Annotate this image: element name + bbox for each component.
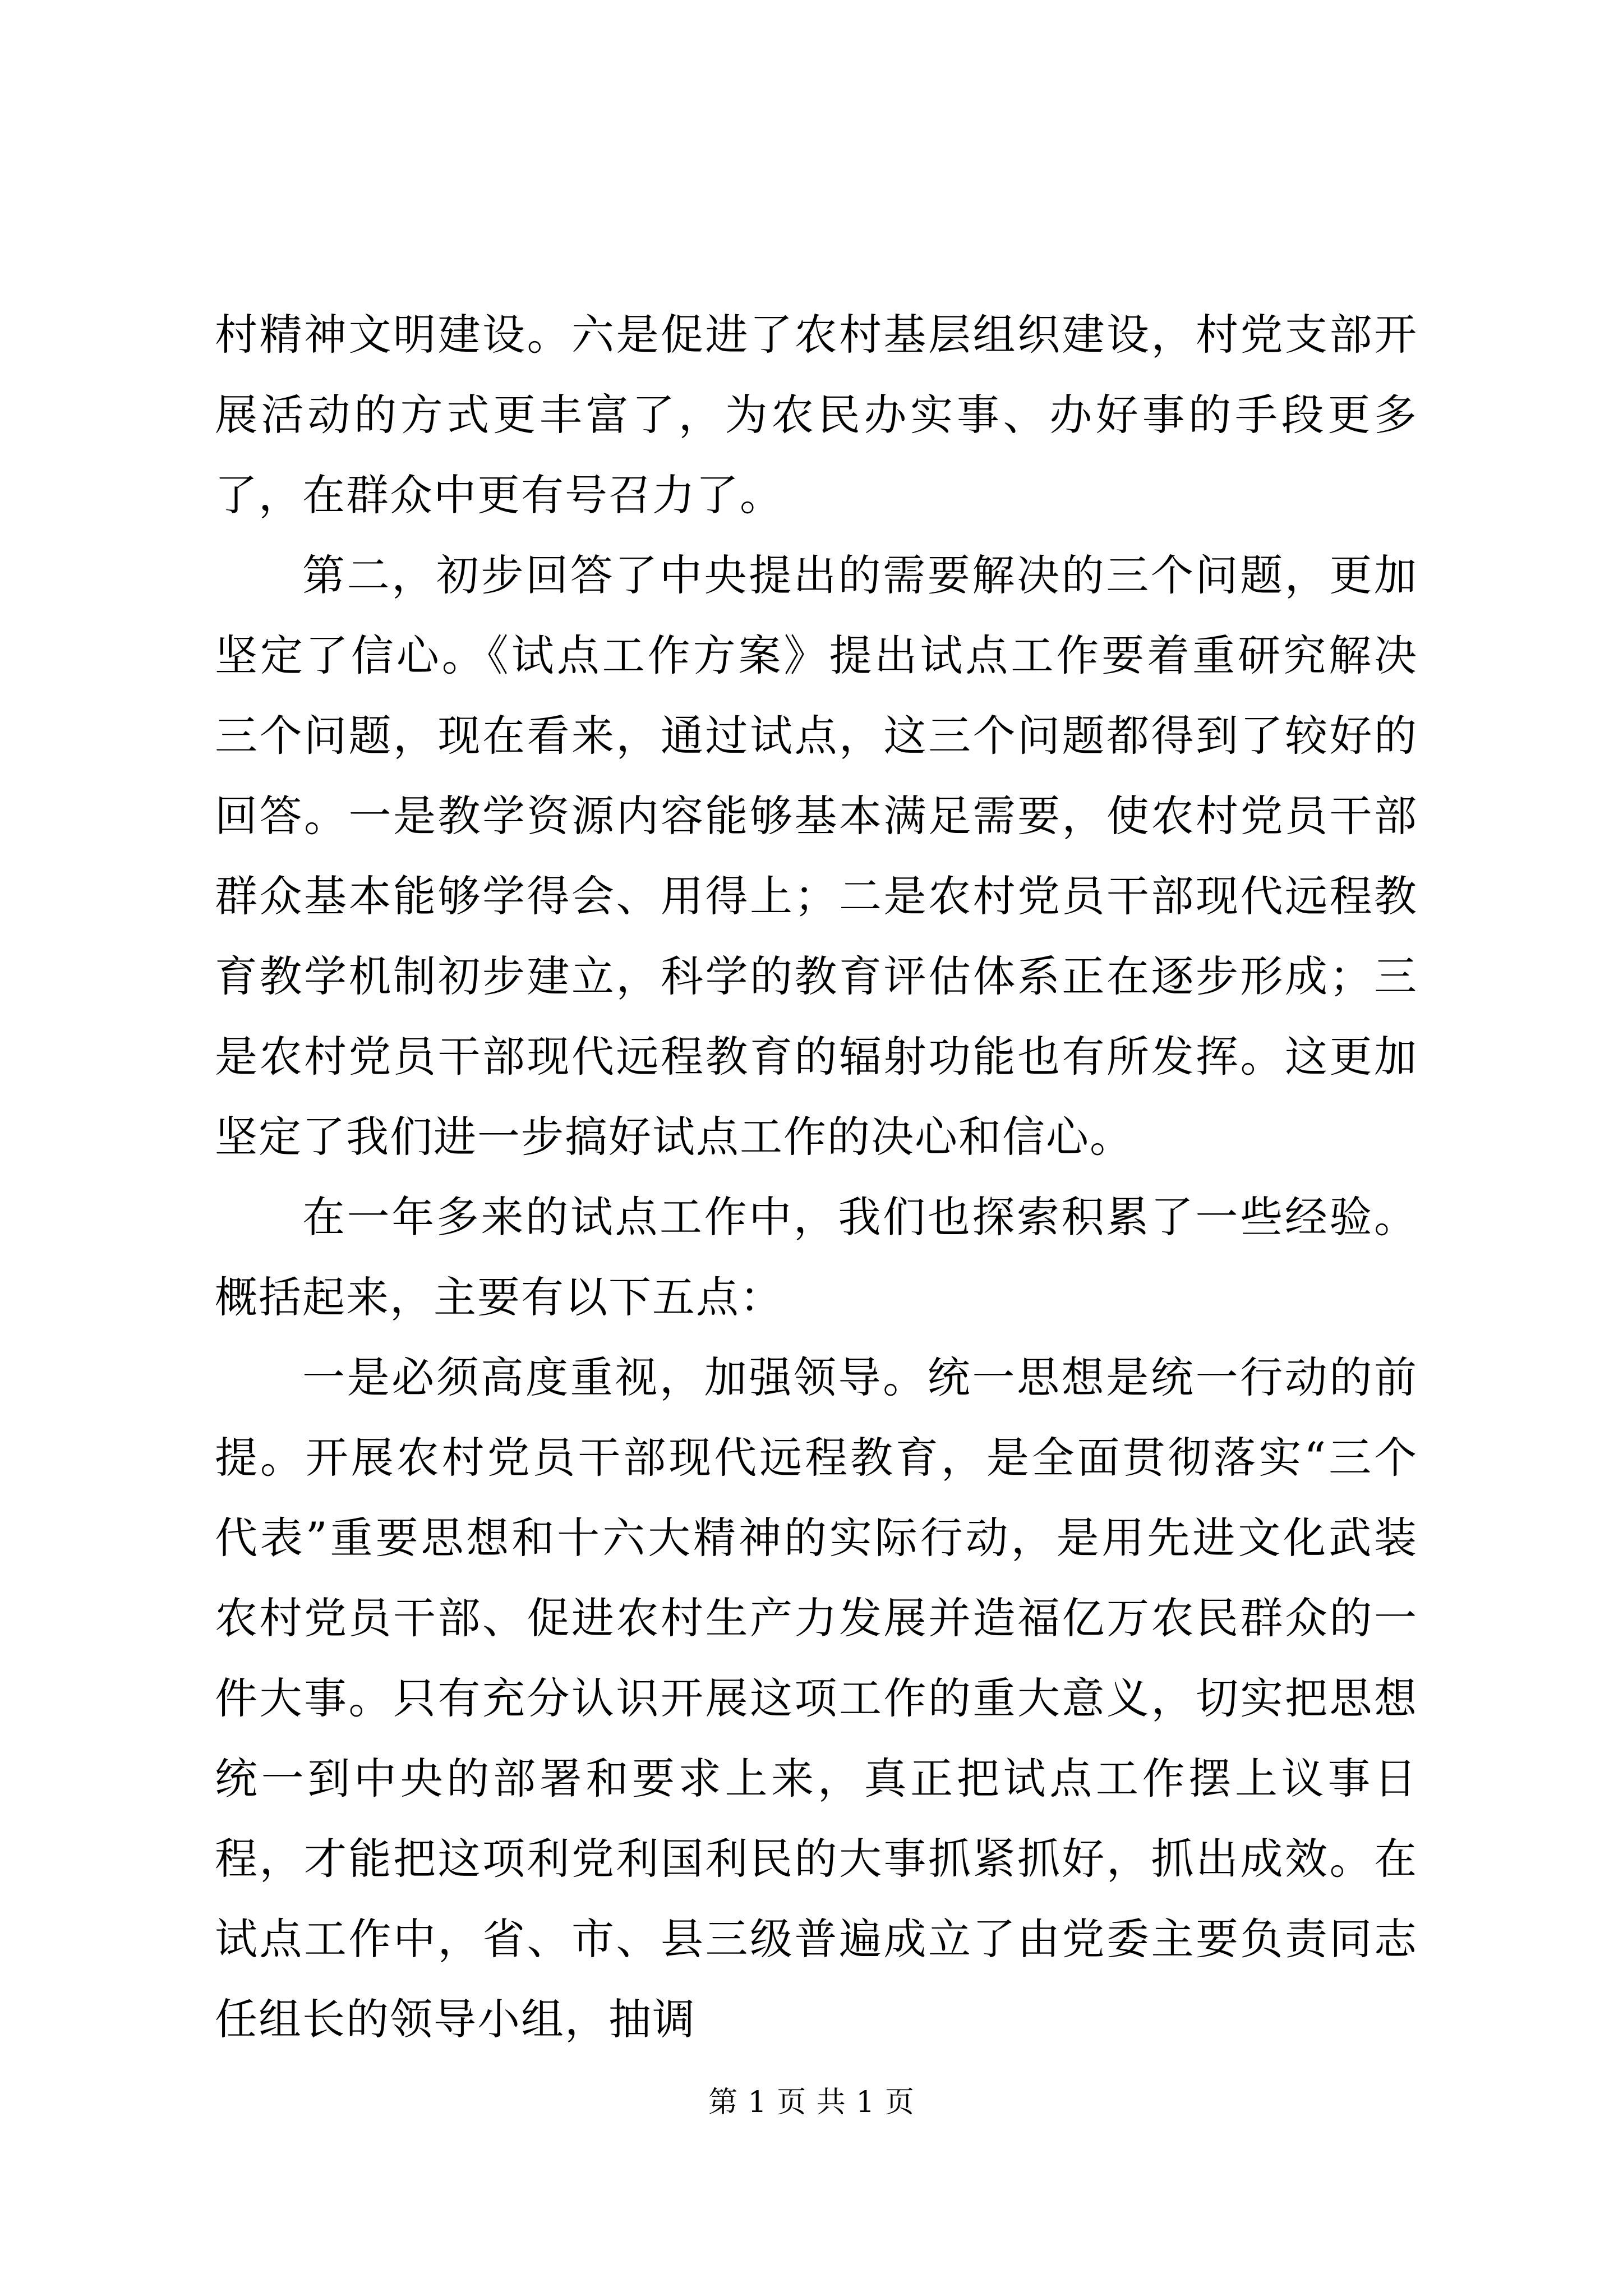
paragraph-3: 在一年多来的试点工作中，我们也探索积累了一些经验。概括起来，主要有以下五点： [215, 1192, 1418, 1322]
paragraph-4: 一是必须高度重视，加强领导。统一思想是统一行动的前提。开展农村党员干部现代远程教育，是全面贯彻落实“三个代表”重要思想和十六大精神的实际行动，是用先进文化武装农村党员干部、促进农村生产力发展并造福亿万农民群众的一件大事。只有充分认识开展这项工作的重大意义，切实把思想统一到中央的部署和要求上来，真正把试点工作摆上议事日程，才能把这项利党利国利民的大事抓紧抓好，抓出成效。在试点工作中，省、市、县三级普遍成立了由党委主要负责同志任组长的领导小组，抽调 [215, 1352, 1418, 2044]
paragraph-2: 第二，初步回答了中央提出的需要解决的三个问题，更加坚定了信心。《试点工作方案》提出试点工作要着重研究解决三个问题，现在看来，通过试点，这三个问题都得到了较好的回答。一是教学资源内容能够基本满足需要，使农村党员干部群众基本能够学得会、用得上；二是农村党员干部现代远程教育教学机制初步建立，科学的教育评估体系正在逐步形成；三是农村党员干部现代远程教育的辐射功能也有所发挥。这更加坚定了我们进一步搞好试点工作的决心和信心。 [215, 550, 1418, 1162]
page-number-footer: 第 1 页 共 1 页 [708, 2086, 915, 2119]
document-body [215, 295, 1418, 2059]
paragraph-1: 村精神文明建设。六是促进了农村基层组织建设，村党支部开展活动的方式更丰富了，为农民办实事、办好事的手段更多了，在群众中更有号召力了。 [215, 310, 1418, 520]
